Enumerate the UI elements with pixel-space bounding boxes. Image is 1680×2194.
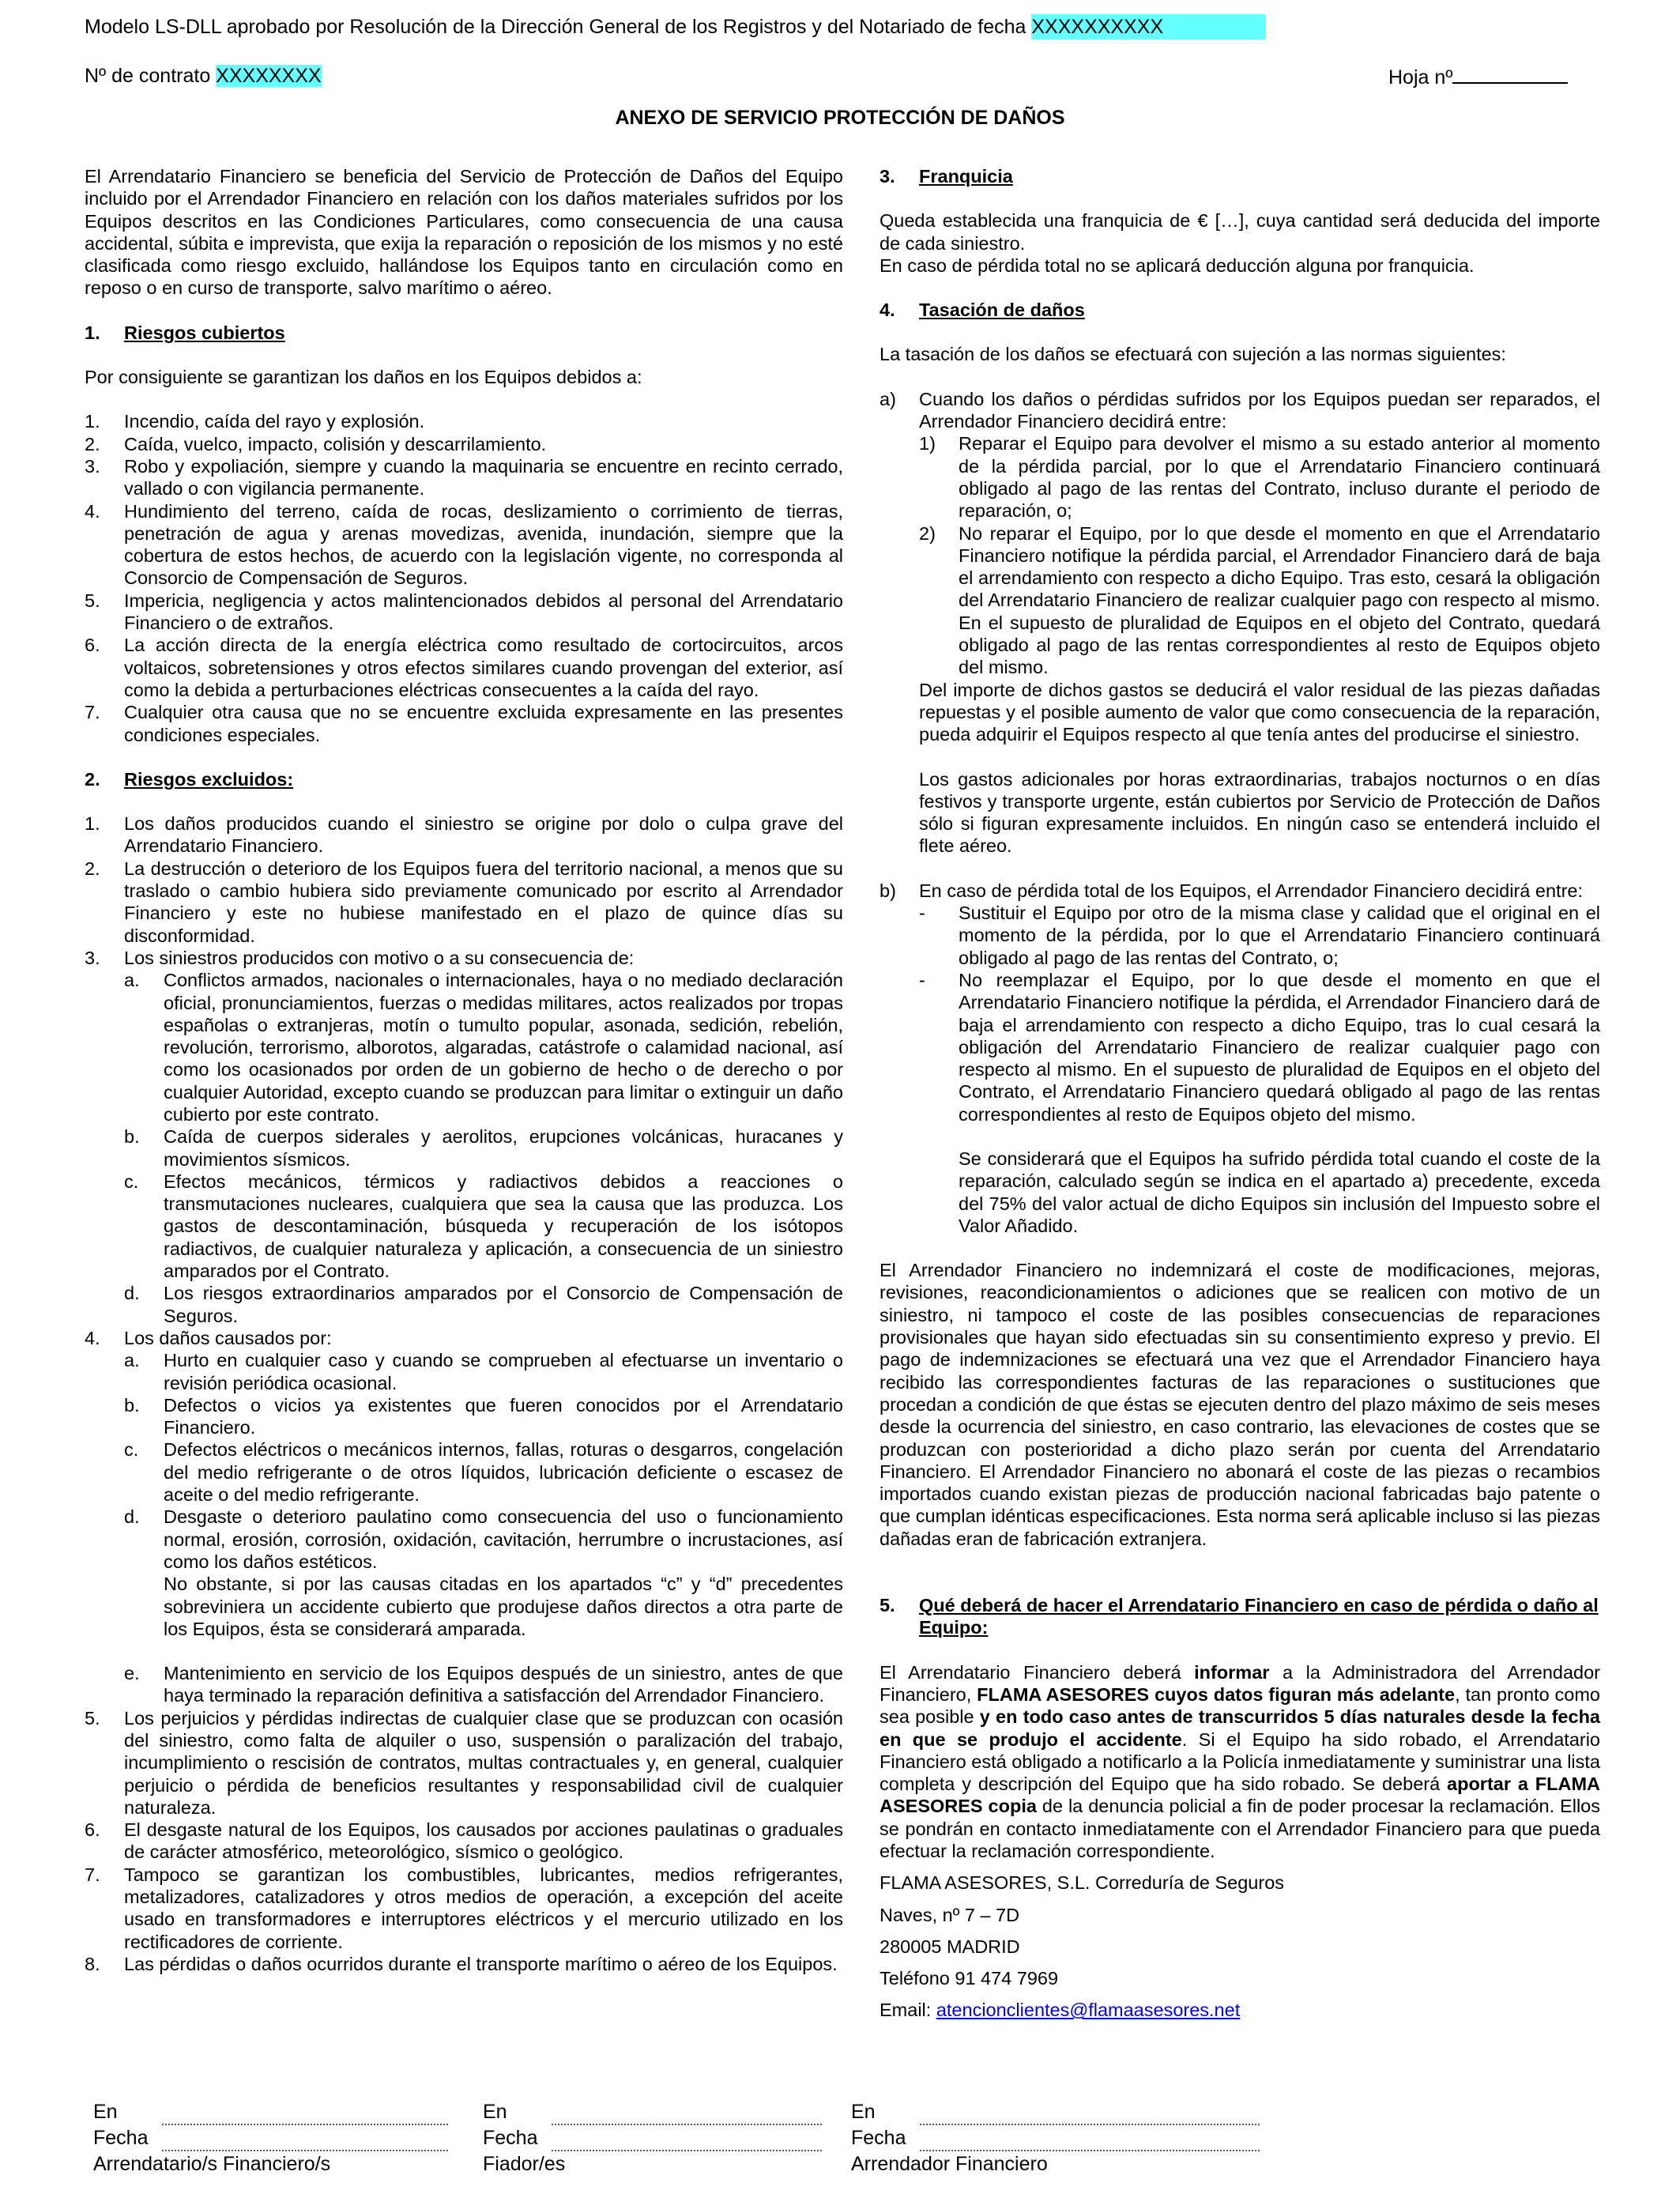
item-text: Desgaste o deterioro paulatino como consecuencia del uso o funcionamiento normal, erosión, corrosión, oxidación, cavitación, herrumbre o incrustaciones, así como los daños estéticos. [164, 1506, 843, 1572]
item-marker: d. [124, 1283, 140, 1304]
signer-role: Fiador/es [483, 2153, 566, 2175]
franchise-paragraph: Queda establecida una franquicia de € […], cuya cantidad será deducida del importe de cada siniestro. [880, 210, 1600, 254]
sub-list-item [919, 902, 1600, 969]
section-5-heading [880, 1594, 1600, 1639]
item-text: Las pérdidas o daños ocurridos durante el transporte marítimo o aéreo de los Equipos. [124, 1953, 838, 1974]
item-marker: b. [124, 1126, 140, 1148]
section-title: Qué deberá de hacer el Arrendatario Financiero en caso de pérdida o daño al Equipo: [919, 1595, 1599, 1638]
item-marker: 7. [85, 1864, 100, 1885]
intro-paragraph: El Arrendatario Financiero se beneficia del Servicio de Protección de Daños del Equipo incluido por el Arrendador Financiero en relación con los daños materiales sufridos por los Equipos descritos en las Condiciones Particulares, como consecuencia de una causa accidental, súbita e imprevista, que exija la reparación o reposición de los mismos y no esté clasificada como riesgo excluido, hallándose los Equipos tanto en circulación como en reposo o en curso de transporte, salvo marítimo o aéreo. [85, 166, 843, 299]
list-item [85, 1864, 843, 1953]
sub-list-item [124, 1662, 843, 1707]
section-title: Franquicia [919, 166, 1013, 187]
section-number: 4. [880, 300, 895, 321]
text-run: de la denuncia policial a fin de poder procesar la reclamación. Ellos se pondrán en contacto inmediatamente con el Arrendador Financiero para que pueda efectuar la reclamación correspondiente. [880, 1796, 1600, 1861]
section-title: Riesgos excluidos: [124, 768, 294, 790]
list-item [85, 858, 843, 947]
item-marker: 2. [85, 858, 100, 879]
section-number: 2. [85, 768, 100, 790]
item-marker: 4. [85, 1327, 100, 1348]
list-item [85, 433, 843, 455]
text-run: a la Administradora del Arrendador Financiero, [880, 1661, 1600, 1705]
place-label: En [851, 2101, 876, 2123]
item-marker: c. [124, 1439, 139, 1461]
item-marker: - [919, 903, 925, 924]
sub-list-item [124, 1282, 843, 1327]
sub-list-item [124, 1125, 843, 1171]
place-blank[interactable] [920, 2106, 1260, 2125]
signature-block-lessor [851, 2099, 1260, 2177]
bold-run: FLAMA ASESORES cuyos datos figuran más adelante [977, 1683, 1456, 1705]
list-item [85, 1953, 843, 1975]
email-link[interactable]: atencionclientes@flamaasesores.net [936, 2000, 1241, 2021]
item-text: No reemplazar el Equipo, por lo que desde el momento en que el Arrendatario Financiero notifique la pérdida, el Arrendador Financiero dará de baja el arrendamiento con respecto a dicho Equipo, tras lo cual cesará la obligación del Arrendatario Financiero de realizar cualquier pago con respecto al mismo. En el supuesto de pluralidad de Equipos en el objeto del Contrato, el Arrendatario Financiero quedará obligado al pago de las rentas correspondientes al resto de Equipos objeto del mismo. [959, 969, 1600, 1125]
item-marker: - [919, 969, 925, 990]
item-text: Caída, vuelco, impacto, colisión y descarrilamiento. [124, 433, 547, 454]
list-item [880, 388, 1600, 433]
section-number: 3. [880, 166, 895, 187]
contract-number-line [85, 63, 322, 89]
item-text: Los perjuicios y pérdidas indirectas de cualquier clase que se produzcan con ocasión del siniestro, como falta de alquiler o uso, suspensión o paralización del trabajo, incumplimiento o rescisión de contratos, multas contractuales y, en general, cualquier perjuicio o pérdida de beneficios resultantes y responsabilidad civil de cualquier naturaleza. [124, 1707, 843, 1818]
section-1-heading [85, 322, 843, 344]
sub-list-item [124, 1349, 843, 1394]
item-marker: 2) [919, 522, 936, 544]
item-marker: d. [124, 1506, 140, 1528]
item-text: Efectos mecánicos, térmicos y radiactivos debidos a reacciones o transmutaciones nucleares, cualquiera que sea la causa que las produzca. Los gastos de descontaminación, búsqueda y recuperación de los isótopos radiactivos, de cualquier naturaleza y aplicación, a consecuencia de un siniestro amparados por el Contrato. [164, 1171, 843, 1282]
item-text: Impericia, negligencia y actos malintencionados debidos al personal del Arrendatario Financiero o de extraños. [124, 590, 843, 634]
broker-email-line [880, 1999, 1600, 2021]
sub-list-item [124, 969, 843, 1125]
signature-block-guarantor [483, 2099, 822, 2177]
item-marker: 1. [85, 411, 100, 432]
item-text: Hurto en cualquier caso y cuando se comprueben al efectuarse un inventario o revisión periódica ocasional. [164, 1350, 843, 1393]
signature-block-lessee [93, 2099, 448, 2177]
item-marker: 5. [85, 590, 100, 611]
signer-role: Arrendatario/s Financiero/s [93, 2153, 331, 2175]
contract-number-label: Nº de contrato [85, 65, 217, 87]
list-item [85, 1327, 843, 1349]
bold-run: aportar a FLAMA ASESORES copia [880, 1774, 1600, 1817]
item-text: La destrucción o deterioro de los Equipos fuera del territorio nacional, a menos que su traslado o cambio hubiera sido previamente comunicado por escrito al Arrendador Financiero y este no hubiese manifestado en el plazo de quince días su disconformidad. [124, 858, 843, 946]
item-text: Sustituir el Equipo por otro de la misma clase y calidad que el original en el momento de la pérdida, por lo que el Arrendatario Financiero continuará obligado al pago de las rentas del Contrato, o; [959, 903, 1600, 968]
date-label: Fecha [483, 2127, 538, 2149]
sub-list-item [919, 432, 1600, 522]
section-number: 1. [85, 322, 100, 343]
date-label: Fecha [93, 2127, 149, 2149]
item-text: Robo y expoliación, siempre y cuando la maquinaria se encuentre en recinto cerrado, vallado o con vigilancia permanente. [124, 455, 843, 499]
list-item [880, 880, 1600, 902]
item-text: Los daños producidos cuando el siniestro se origine por dolo o culpa grave del Arrendatario Financiero. [124, 813, 843, 857]
place-blank[interactable] [162, 2106, 448, 2125]
signer-role: Arrendador Financiero [851, 2153, 1048, 2175]
item-text: Defectos eléctricos o mecánicos internos, fallas, roturas o desgarros, congelación del medio refrigerante o de otros líquidos, lubricación deficiente o escasez de aceite o del medio refrigerante. [164, 1439, 843, 1506]
claim-instructions-paragraph [880, 1661, 1600, 1863]
item-text: No reparar el Equipo, por lo que desde el momento en que el Arrendatario Financiero notifique la pérdida parcial, el Arrendador Financiero dará de baja el arrendamiento con respecto a dicho Equipo. Tras esto, cesará la obligación del Arrendatario Financiero de realizar cualquier pago con respecto al mismo. En el supuesto de pluralidad de Equipos en el objeto del Contrato, quedará obligado al pago de las rentas correspondientes al resto de Equipos objeto del mismo. [959, 522, 1600, 678]
item-text: Conflictos armados, nacionales o internacionales, haya o no mediado declaración oficial, pronunciamientos, fuerzas o medidas militares, actos realizados por tropas españolas o extranjeras, motín o tumulto popular, asonada, sedición, rebelión, revolución, terrorismo, alborotos, algaradas, catástrofe o calamidad nacional, así como los ocasionados por orden de un gobierno de hecho o de derecho o por cualquier Autoridad, excepto cuando se produzcan para limitar o extinguir un daño cubierto por este contrato. [164, 970, 843, 1125]
item-marker: 2. [85, 433, 100, 454]
section-3-heading [880, 165, 1600, 187]
text-run: . Si el Equipo ha sido robado, el Arrendatario Financiero está obligado a notificarlo a la Policía inmediatamente y suministrar una lista completa y descripción del Equipo que ha sido robado. Se deberá [880, 1728, 1601, 1795]
item-text: Los riesgos extraordinarios amparados por el Consorcio de Compensación de Seguros. [164, 1283, 843, 1326]
item-marker: e. [124, 1663, 140, 1684]
text-run: , tan pronto como sea posible [880, 1683, 1601, 1728]
section-title: Riesgos cubiertos [124, 322, 285, 343]
list-item [85, 455, 843, 500]
text-run: El Arrendatario Financiero deberá [880, 1661, 1195, 1683]
list-item [85, 701, 843, 746]
sheet-number-line [1388, 63, 1568, 90]
item-marker: b) [880, 880, 896, 901]
sub-list-item [124, 1438, 843, 1506]
item-text: Cualquier otra causa que no se encuentre excluida expresamente en las presentes condiciones especiales. [124, 702, 843, 745]
date-label: Fecha [851, 2127, 906, 2149]
left-column [85, 165, 843, 1975]
section-number: 5. [880, 1595, 895, 1616]
item-marker: 3. [85, 947, 100, 968]
item-marker: 6. [85, 1819, 100, 1841]
right-column [880, 165, 1600, 2022]
item-marker: a. [124, 1350, 140, 1371]
broker-city: 280005 MADRID [880, 1936, 1020, 1957]
section-title: Tasación de daños [919, 300, 1085, 321]
item-marker: 7. [85, 702, 100, 723]
place-label: En [483, 2101, 507, 2123]
broker-address: Naves, nº 7 – 7D [880, 1904, 1020, 1925]
item-marker: 1) [919, 433, 936, 454]
list-item [85, 812, 843, 858]
document-title: ANEXO DE SERVICIO PROTECCIÓN DE DAÑOS [615, 107, 1065, 129]
item-text: La acción directa de la energía eléctrica como resultado de cortocircuitos, arcos voltaicos, sobretensiones y otros efectos similares cuando provengan del exterior, así como la debida a perturbaciones eléctricas consecuentes a la caída del rayo. [124, 635, 843, 700]
indemnity-paragraph: El Arrendador Financiero no indemnizará el coste de modificaciones, mejoras, revisiones, reacondicionamientos o adiciones que se realicen con motivo de un siniestro, ni tampoco el coste de las posibles consecuencias de reparaciones provisionales que hayan sido efectuadas sin su consentimiento expreso y previo. El pago de indemnizaciones se efectuará una vez que el Arrendador Financiero haya recibido las correspondientes facturas de las reparaciones o sustituciones que procedan a condición de que éstas se ejecuten dentro del plazo máximo de seis meses desde la ocurrencia del siniestro, en caso contrario, las elevaciones de costes que se produzcan con posterioridad a dicho plazo serán por cuenta del Arrendatario Financiero. El Arrendador Financiero no abonará el coste de las piezas o recambios importados cuando existan piezas de producción nacional fabricadas bajo patente o que cumplan idénticas especificaciones. Esta norma será aplicable incluso si las piezas dañadas eran de fabricación extranjera. [880, 1260, 1600, 1549]
list-item [85, 590, 843, 635]
section-4-heading [880, 299, 1600, 321]
sub-list-item [919, 522, 1600, 679]
sub-list-item [124, 1171, 843, 1282]
broker-phone: Teléfono 91 474 7969 [880, 1968, 1059, 1989]
item-marker: c. [124, 1171, 139, 1192]
model-approval-text: Modelo LS-DLL aprobado por Resolución de la Dirección General de los Registros y del Notariado de fecha [85, 16, 1032, 38]
item-text: Caída de cuerpos siderales y aerolitos, erupciones volcánicas, huracanes y movimientos sísmicos. [164, 1126, 843, 1170]
item-text: Mantenimiento en servicio de los Equipos después de un siniestro, antes de que haya terminado la reparación definitiva a satisfacción del Arrendador Financiero. [164, 1663, 843, 1706]
item-marker: 6. [85, 635, 100, 656]
list-item [85, 500, 843, 590]
model-approval-line [85, 14, 1266, 40]
list-item [85, 1707, 843, 1819]
item-text: Cuando los daños o pérdidas sufridos por los Equipos puedan ser reparados, el Arrendador Financiero decidirá entre: [919, 388, 1600, 432]
item-text: Reparar el Equipo para devolver el mismo a su estado anterior al momento de la pérdida parcial, por lo que el Arrendatario Financiero continuará obligado al pago de las rentas del Contrato, incluso durante el periodo de reparación, o; [959, 433, 1600, 522]
sheet-number-label: Hoja nº [1388, 66, 1453, 89]
sheet-number-blank [1452, 63, 1568, 84]
item-text: Los siniestros producidos con motivo o a su consecuencia de: [124, 947, 635, 968]
date-blank[interactable] [552, 2132, 822, 2151]
additional-costs-paragraph: Los gastos adicionales por horas extraordinarias, trabajos nocturnos o en días festivos y transporte urgente, están cubiertos por Servicio de Protección de Daños sólo si figuran expresamente incluidos. En ningún caso se entenderá incluido el flete aéreo. [919, 768, 1600, 857]
deduction-paragraph: Del importe de dichos gastos se deducirá el valor residual de las piezas dañadas repuestas y el posible aumento de valor que como consecuencia de la reparación, pueda adquirir el Equipos respecto al que tenía antes del producirse el siniestro. [919, 679, 1600, 745]
item-text: Los daños causados por: [124, 1327, 332, 1348]
item-marker: 5. [85, 1707, 100, 1728]
section-4-lead: La tasación de los daños se efectuará con sujeción a las normas siguientes: [880, 344, 1506, 365]
exclusion-note: No obstante, si por las causas citadas en los apartados “c” y “d” precedentes sobreviniera un accidente cubierto que produjese daños directos a otra parte de los Equipos, ésta se considerará amparada. [164, 1574, 843, 1639]
date-blank[interactable] [162, 2132, 448, 2151]
item-text: El desgaste natural de los Equipos, los causados por acciones paulatinas o graduales de carácter atmosférico, meteorológico, sísmico o geológico. [124, 1819, 843, 1863]
place-label: En [93, 2101, 118, 2123]
item-text: En caso de pérdida total de los Equipos, el Arrendador Financiero decidirá entre: [919, 880, 1583, 901]
list-item [85, 1819, 843, 1864]
contract-number-placeholder: XXXXXXXX [216, 65, 322, 87]
item-text: Tampoco se garantizan los combustibles, lubricantes, medios refrigerantes, metalizadores, catalizadores y otros medios de operación, a excepción del aceite usado en transformadores e interruptores eléctricos y el mercurio utilizado en los rectificadores de corriente. [124, 1864, 843, 1952]
item-marker: 3. [85, 455, 100, 477]
broker-name: FLAMA ASESORES, S.L. Correduría de Seguros [880, 1872, 1285, 1894]
place-blank[interactable] [552, 2106, 822, 2125]
sub-list-item [124, 1506, 843, 1573]
section-1-lead: Por consiguiente se garantizan los daños en los Equipos debidos a: [85, 367, 642, 388]
section-2-heading [85, 768, 843, 790]
approval-date-placeholder: XXXXXXXXXX [1031, 14, 1266, 40]
sub-list-item [919, 969, 1600, 1125]
sub-list-item [124, 1394, 843, 1439]
bold-run: informar [1194, 1661, 1270, 1683]
item-marker: 1. [85, 813, 100, 835]
item-text: Hundimiento del terreno, caída de rocas, deslizamiento o corrimiento de tierras, penetración de agua y arenas movedizas, avenida, inundación, siempre que la cobertura de estos hechos, de acuerdo con la legislación vigente, no corresponda al Consorcio de Compensación de Seguros. [124, 500, 843, 589]
date-blank[interactable] [920, 2132, 1260, 2151]
franchise-total-loss: En caso de pérdida total no se aplicará deducción alguna por franquicia. [880, 254, 1475, 276]
total-loss-paragraph: Se considerará que el Equipos ha sufrido pérdida total cuando el coste de la reparación, calculado según se indica en el apartado a) precedente, exceda del 75% del valor actual de dicho Equipos sin inclusión del Impuesto sobre el Valor Añadido. [959, 1148, 1600, 1236]
item-marker: a. [124, 970, 140, 991]
item-text: Defectos o vicios ya existentes que fueren conocidos por el Arrendatario Financiero. [164, 1394, 843, 1438]
item-marker: 4. [85, 500, 100, 522]
item-text: Incendio, caída del rayo y explosión. [124, 411, 425, 432]
item-marker: a) [880, 388, 896, 409]
list-item [85, 947, 843, 969]
email-label: Email: [880, 2000, 936, 2021]
list-item [85, 634, 843, 701]
item-marker: 8. [85, 1953, 100, 1974]
item-marker: b. [124, 1394, 140, 1416]
bold-run: y en todo caso antes de transcurridos 5 días naturales desde la fecha en que se produjo el accidente [880, 1706, 1600, 1750]
list-item [85, 410, 843, 432]
